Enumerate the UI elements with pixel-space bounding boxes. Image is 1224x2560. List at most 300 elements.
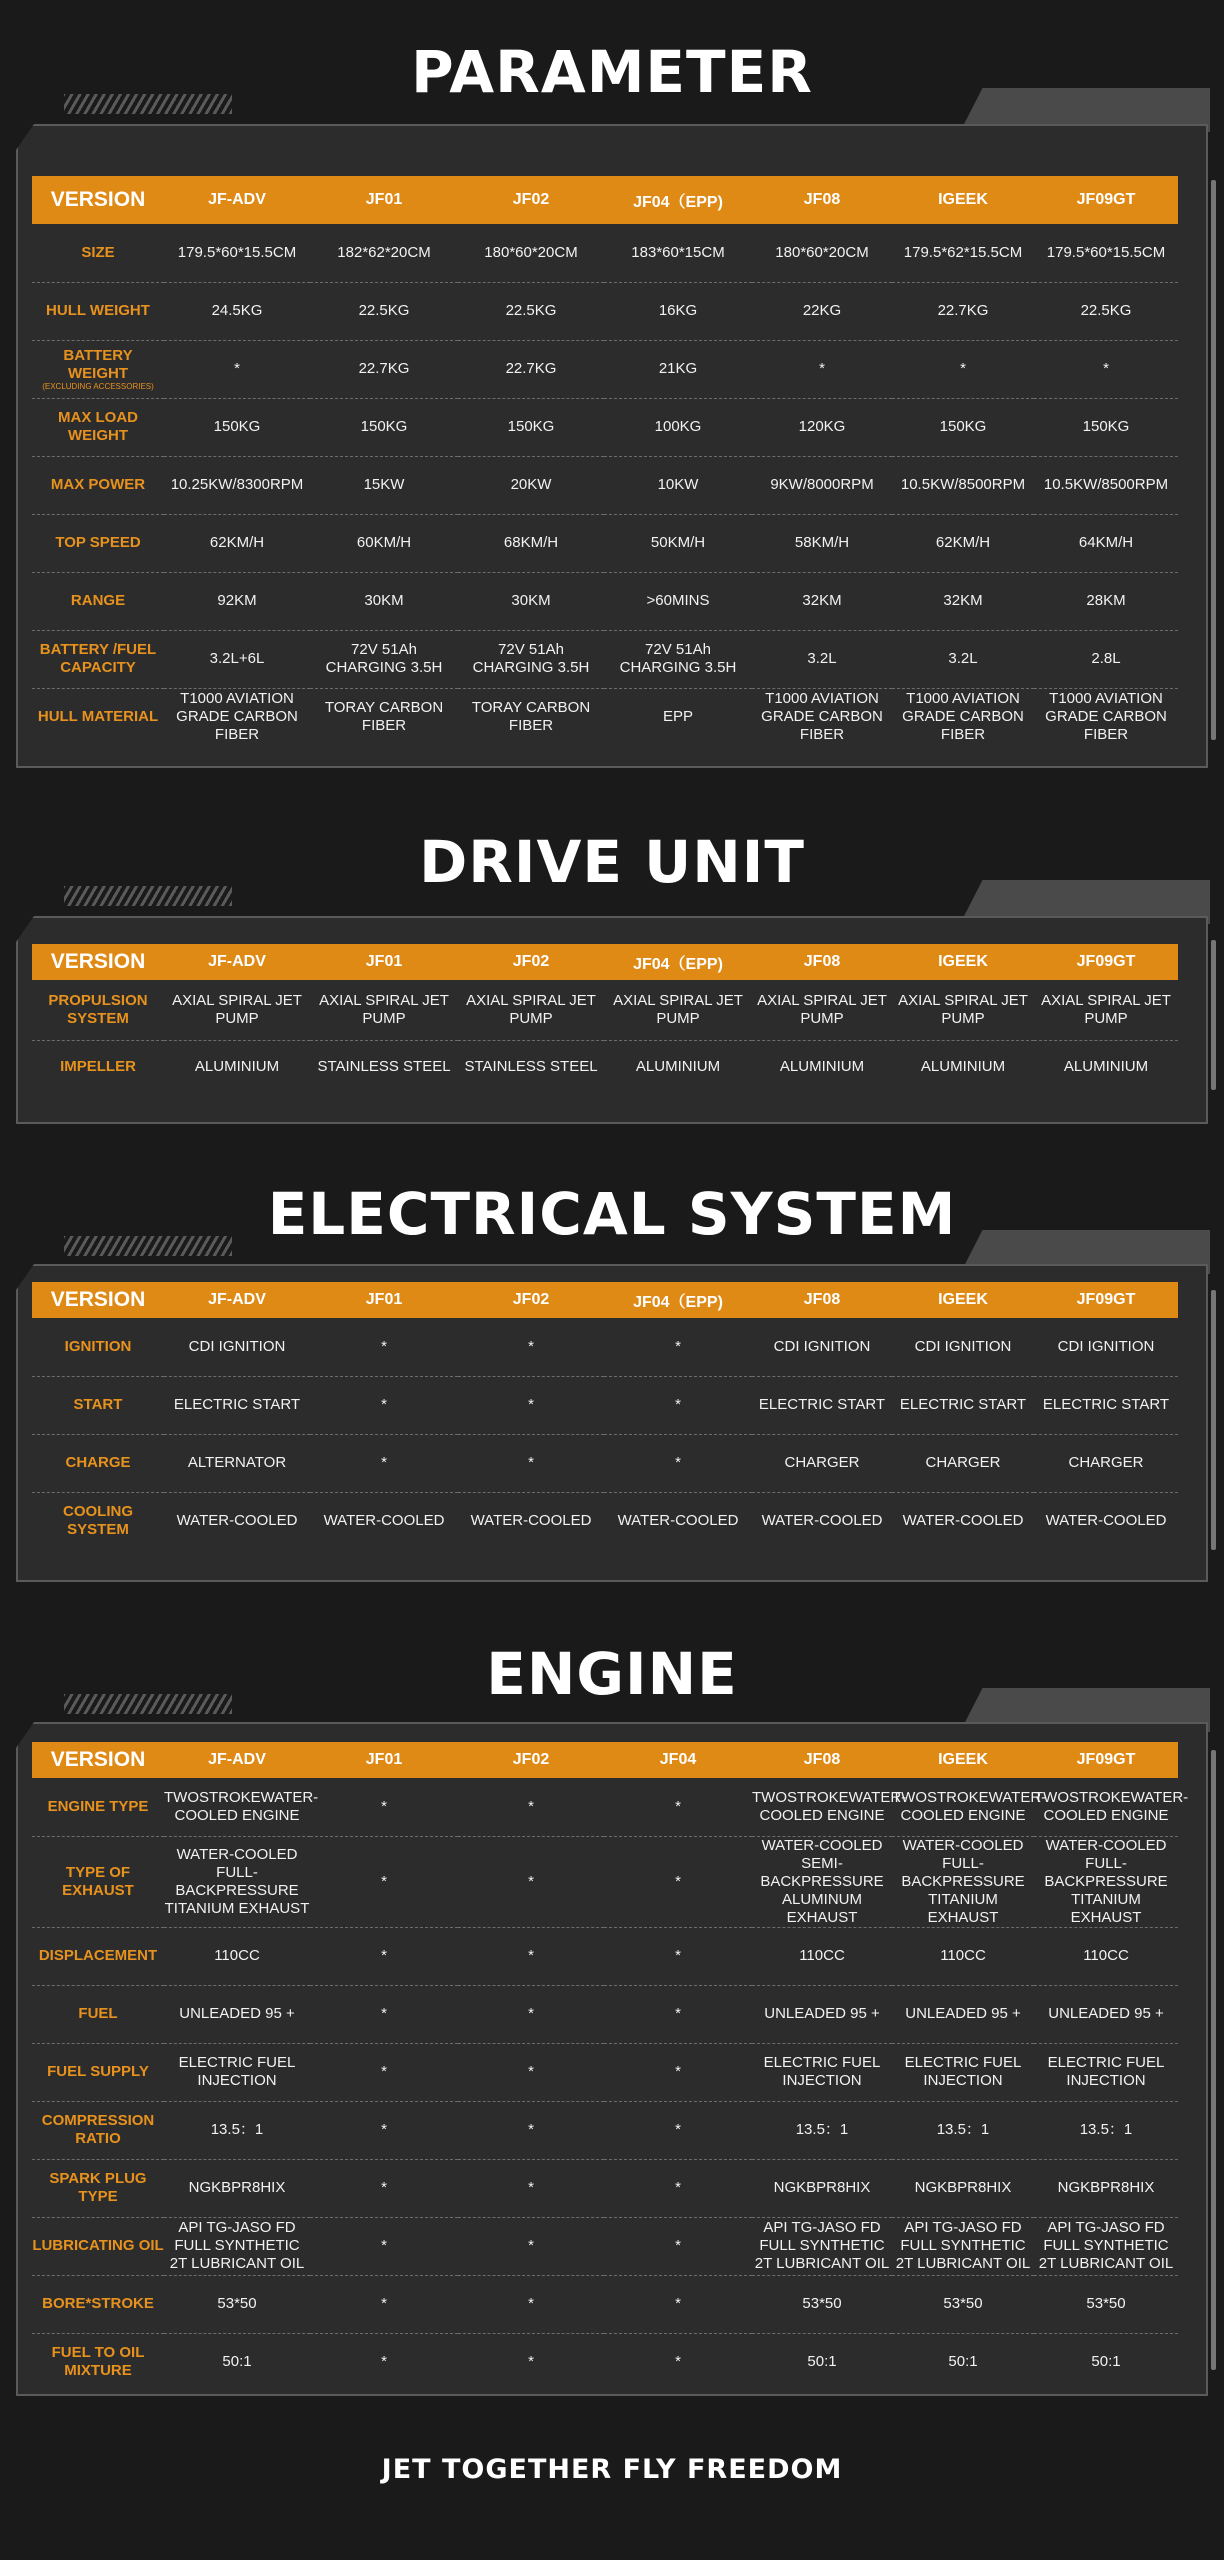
cell-value: * <box>310 1985 458 2043</box>
cell-value: AXIAL SPIRAL JET PUMP <box>458 980 604 1040</box>
scrollbar[interactable] <box>1211 1290 1216 1550</box>
row-label-text: START <box>73 1396 123 1413</box>
cell-value: CDI IGNITION <box>892 1318 1034 1376</box>
row-label-fuel-supply <box>32 2043 164 2101</box>
cell-value: * <box>310 1778 458 1836</box>
cell-value: 92KM <box>164 572 310 630</box>
parameter-table <box>32 176 1178 746</box>
row-label-text: DISPLACEMENT <box>38 1947 158 1964</box>
table-row <box>32 282 1178 340</box>
cell-value: 22.5KG <box>1034 282 1178 340</box>
row-label-max-load-weight <box>32 398 164 456</box>
row-label-text: LUBRICATING OIL <box>32 2237 164 2254</box>
table-row <box>32 1927 1178 1985</box>
table-row <box>32 1836 1178 1927</box>
cell-value: 50:1 <box>1091 2353 1121 2371</box>
drive-unit-table <box>32 944 1178 1094</box>
model-header-jf02: JF02 <box>458 944 604 980</box>
cell-value: T1000 AVIATION GRADE CARBON FIBER <box>1045 690 1167 744</box>
cell-value: UNLEADED 95 + <box>752 1985 892 2043</box>
model-header-jf02: JF02 <box>458 176 604 224</box>
cell-value: WATER-COOLED FULL-BACKPRESSURE TITANIUM EXHAUST <box>164 1836 310 1927</box>
cell-value: NGKBPR8HIX <box>1034 2159 1178 2217</box>
cell-value: AXIAL SPIRAL JET PUMP <box>164 980 310 1040</box>
table-row <box>32 2159 1178 2217</box>
cell-value: * <box>604 2043 752 2101</box>
row-label-battery-fuel-capacity <box>32 630 164 688</box>
table-row <box>32 1376 1178 1434</box>
row-label-text: ENGINE TYPE <box>47 1797 149 1815</box>
cell-value: 53*50 <box>752 2275 892 2333</box>
table-header-row <box>32 1742 1178 1778</box>
cell-value: * <box>310 2217 458 2275</box>
model-header-jf04: JF04 <box>604 1742 752 1778</box>
cell-value: 120KG <box>752 398 892 456</box>
cell-value: API TG-JASO FD FULL SYNTHETIC 2T LUBRICANT OIL <box>1034 2217 1178 2275</box>
model-header-jf-adv: JF-ADV <box>164 176 310 224</box>
table-row <box>32 2043 1178 2101</box>
row-label-text: BATTERY /FUEL CAPACITY <box>39 641 157 676</box>
cell-value: TWOSTROKEWATER-COOLED ENGINE <box>1034 1778 1178 1836</box>
table-row <box>32 2275 1178 2333</box>
cell-value: 9KW/8000RPM <box>752 456 892 514</box>
row-label-text: HULL MATERIAL <box>37 708 159 726</box>
cell-value: ALUMINIUM <box>194 1058 280 1076</box>
model-header-jf04-epp: JF04（EPP) <box>604 1282 752 1318</box>
cell-value: WATER-COOLED <box>176 1512 298 1530</box>
cell-value: 50:1 <box>222 2353 252 2371</box>
cell-value: * <box>458 2217 604 2275</box>
parameter-title: PARAMETER <box>411 38 813 106</box>
cell-value: * <box>458 1927 604 1985</box>
cell-value: * <box>381 2353 387 2371</box>
row-label-cooling-system <box>32 1492 164 1550</box>
cell-value: 53*50 <box>164 2275 310 2333</box>
cell-value: 10.5KW/8500RPM <box>1034 456 1178 514</box>
model-header-jf02: JF02 <box>458 1282 604 1318</box>
row-label-type-of-exhaust <box>32 1836 164 1927</box>
row-label-displacement <box>32 1927 164 1985</box>
cell-value: 16KG <box>604 282 752 340</box>
row-label-text: IGNITION <box>64 1337 132 1355</box>
cell-value: 150KG <box>1034 398 1178 456</box>
cell-value: 150KG <box>310 398 458 456</box>
cell-value: AXIAL SPIRAL JET PUMP <box>752 980 892 1040</box>
table-row <box>32 1318 1178 1376</box>
cell-value: WATER-COOLED FULL-BACKPRESSURE TITANIUM EXHAUST <box>1034 1836 1178 1927</box>
scrollbar[interactable] <box>1211 1750 1216 2370</box>
cell-value: 22.5KG <box>458 282 604 340</box>
cell-value: TWOSTROKEWATER-COOLED ENGINE <box>752 1778 892 1836</box>
engine-title: ENGINE <box>486 1640 738 1708</box>
row-label-text: RANGE <box>70 592 126 609</box>
row-label-battery-weight <box>32 340 164 398</box>
cell-value: NGKBPR8HIX <box>164 2159 310 2217</box>
cell-value: ELECTRIC FUEL INJECTION <box>1034 2043 1178 2101</box>
cell-value: * <box>604 1376 752 1434</box>
cell-value: * <box>458 2101 604 2159</box>
model-header-igeek: IGEEK <box>892 176 1034 224</box>
cell-value: * <box>604 2159 752 2217</box>
cell-value: API TG-JASO FD FULL SYNTHETIC 2T LUBRICANT OIL <box>892 2217 1034 2275</box>
cell-value: 30KM <box>310 572 458 630</box>
cell-value: ELECTRIC FUEL INJECTION <box>892 2043 1034 2101</box>
row-label-hull-weight <box>32 282 164 340</box>
cell-value: 180*60*20CM <box>752 224 892 282</box>
cell-value: WATER-COOLED <box>470 1512 592 1530</box>
cell-value: T1000 AVIATION GRADE CARBON FIBER <box>761 690 883 744</box>
cell-value: TWOSTROKEWATER-COOLED ENGINE <box>164 1778 310 1836</box>
cell-value: ELECTRIC FUEL INJECTION <box>752 2043 892 2101</box>
cell-value: 13.5：1 <box>752 2101 892 2159</box>
cell-value: 22KG <box>752 282 892 340</box>
table-row <box>32 340 1178 398</box>
cell-value: 15KW <box>310 456 458 514</box>
model-header-jf09gt: JF09GT <box>1034 1282 1178 1318</box>
model-header-jf01: JF01 <box>310 176 458 224</box>
cell-value: * <box>458 1836 604 1927</box>
table-header-row <box>32 1282 1178 1318</box>
cell-value: * <box>310 2043 458 2101</box>
model-header-jf01: JF01 <box>310 944 458 980</box>
version-header: VERSION <box>32 176 164 224</box>
cell-value: 10.25KW/8300RPM <box>164 456 310 514</box>
cell-value: ELECTRIC FUEL INJECTION <box>164 2043 310 2101</box>
cell-value: * <box>604 2275 752 2333</box>
cell-value: 179.5*62*15.5CM <box>892 224 1034 282</box>
row-label-text: MAX POWER <box>50 476 146 493</box>
table-row <box>32 980 1178 1040</box>
row-label-propulsion-system <box>32 980 164 1040</box>
electrical-table <box>32 1282 1178 1550</box>
cell-value: 28KM <box>1034 572 1178 630</box>
row-sublabel: (EXCLUDING ACCESSORIES) <box>42 382 154 391</box>
cell-value: WATER-COOLED <box>617 1512 739 1530</box>
version-header: VERSION <box>32 944 164 980</box>
cell-value: * <box>604 2217 752 2275</box>
cell-value: * <box>528 2353 534 2371</box>
cell-value: 53*50 <box>892 2275 1034 2333</box>
model-header-jf-adv: JF-ADV <box>164 944 310 980</box>
model-header-jf-adv: JF-ADV <box>164 1282 310 1318</box>
row-label-text: FUEL TO OIL MIXTURE <box>51 2344 145 2380</box>
cell-value: 24.5KG <box>164 282 310 340</box>
table-row <box>32 514 1178 572</box>
cell-value: NGKBPR8HIX <box>892 2159 1034 2217</box>
cell-value: * <box>604 1778 752 1836</box>
model-header-jf04-epp: JF04（EPP) <box>604 176 752 224</box>
cell-value: 100KG <box>604 398 752 456</box>
cell-value: TORAY CARBON FIBER <box>471 699 591 735</box>
cell-value: STAINLESS STEEL <box>464 1058 598 1076</box>
cell-value: * <box>604 1985 752 2043</box>
cell-value: CDI IGNITION <box>752 1318 892 1376</box>
row-label-text: CHARGE <box>65 1454 131 1471</box>
cell-value: 13.5：1 <box>892 2101 1034 2159</box>
row-label-text: TOP SPEED <box>55 534 141 551</box>
row-label-text: IMPELLER <box>60 1058 136 1076</box>
cell-value: API TG-JASO FD FULL SYNTHETIC 2T LUBRICANT OIL <box>752 2217 892 2275</box>
cell-value: * <box>458 2275 604 2333</box>
cell-value: NGKBPR8HIX <box>752 2159 892 2217</box>
row-label-bore-stroke <box>32 2275 164 2333</box>
cell-value: * <box>1034 340 1178 398</box>
cell-value: * <box>675 2353 681 2371</box>
table-row <box>32 1434 1178 1492</box>
cell-value: 72V 51Ah CHARGING 3.5H <box>310 630 458 688</box>
model-header-jf01: JF01 <box>310 1742 458 1778</box>
cell-value: 10.5KW/8500RPM <box>892 456 1034 514</box>
model-header-jf08: JF08 <box>752 944 892 980</box>
cell-value: 150KG <box>164 398 310 456</box>
cell-value: 30KM <box>458 572 604 630</box>
cell-value: ELECTRIC START <box>752 1376 892 1434</box>
row-label-range <box>32 572 164 630</box>
model-header-jf08: JF08 <box>752 176 892 224</box>
model-header-jf-adv: JF-ADV <box>164 1742 310 1778</box>
cell-value: UNLEADED 95 + <box>892 1985 1034 2043</box>
cell-value: 13.5：1 <box>1034 2101 1178 2159</box>
cell-value: 32KM <box>892 572 1034 630</box>
table-row <box>32 224 1178 282</box>
cell-value: * <box>310 2101 458 2159</box>
table-row <box>32 2333 1178 2391</box>
cell-value: * <box>458 1318 604 1376</box>
cell-value: ALUMINIUM <box>779 1058 865 1076</box>
table-row <box>32 1985 1178 2043</box>
cell-value: UNLEADED 95 + <box>164 1985 310 2043</box>
cell-value: AXIAL SPIRAL JET PUMP <box>604 980 752 1040</box>
cell-value: * <box>164 340 310 398</box>
cell-value: 180*60*20CM <box>458 224 604 282</box>
cell-value: 50KM/H <box>604 514 752 572</box>
cell-value: * <box>604 1836 752 1927</box>
cell-value: 62KM/H <box>892 514 1034 572</box>
cell-value: * <box>458 2043 604 2101</box>
row-label-hull-material <box>32 688 164 746</box>
table-row <box>32 1492 1178 1550</box>
cell-value: * <box>604 2101 752 2159</box>
row-label-ignition <box>32 1318 164 1376</box>
cell-value: WATER-COOLED SEMI-BACKPRESSURE ALUMINUM EXHAUST <box>752 1836 892 1927</box>
cell-value: 20KW <box>458 456 604 514</box>
cell-value: * <box>310 1318 458 1376</box>
cell-value: API TG-JASO FD FULL SYNTHETIC 2T LUBRICANT OIL <box>164 2217 310 2275</box>
cell-value: >60MINS <box>604 572 752 630</box>
cell-value: 22.7KG <box>310 340 458 398</box>
cell-value: 183*60*15CM <box>604 224 752 282</box>
model-header-jf02: JF02 <box>458 1742 604 1778</box>
row-label-impeller <box>32 1040 164 1094</box>
cell-value: AXIAL SPIRAL JET PUMP <box>892 980 1034 1040</box>
cell-value: UNLEADED 95 + <box>1034 1985 1178 2043</box>
cell-value: 64KM/H <box>1034 514 1178 572</box>
cell-value: AXIAL SPIRAL JET PUMP <box>310 980 458 1040</box>
cell-value: ALUMINIUM <box>920 1058 1006 1076</box>
engine-table <box>32 1742 1189 2391</box>
row-label-top-speed <box>32 514 164 572</box>
cell-value: CDI IGNITION <box>1034 1318 1178 1376</box>
row-label-engine-type <box>32 1778 164 1836</box>
scrollbar[interactable] <box>1211 940 1216 1090</box>
cell-value: WATER-COOLED <box>902 1512 1024 1530</box>
model-header-jf08: JF08 <box>752 1742 892 1778</box>
cell-value: ELECTRIC START <box>1034 1376 1178 1434</box>
cell-value: T1000 AVIATION GRADE CARBON FIBER <box>176 690 298 744</box>
model-header-jf09gt: JF09GT <box>1034 176 1178 224</box>
cell-value: * <box>310 2275 458 2333</box>
cell-value: 32KM <box>752 572 892 630</box>
table-header-row <box>32 176 1178 224</box>
cell-value: * <box>892 340 1034 398</box>
electrical-title: ELECTRICAL SYSTEM <box>267 1180 957 1248</box>
cell-value: WATER-COOLED <box>1045 1512 1167 1530</box>
row-label-size <box>32 224 164 282</box>
drive-unit-title: DRIVE UNIT <box>419 828 805 896</box>
row-label-charge <box>32 1434 164 1492</box>
cell-value: CHARGER <box>892 1434 1034 1492</box>
row-label-text: HULL WEIGHT <box>46 302 150 319</box>
cell-value: TORAY CARBON FIBER <box>324 699 444 735</box>
row-label-lubricating-oil <box>32 2217 164 2275</box>
row-label-text: TYPE OF EXHAUST <box>62 1863 134 1899</box>
cell-value: 50:1 <box>948 2353 978 2371</box>
cell-value: 110CC <box>752 1927 892 1985</box>
table-row <box>32 456 1178 514</box>
cell-value: 21KG <box>604 340 752 398</box>
footer-slogan: JET TOGETHER FLY FREEDOM <box>381 2454 843 2485</box>
cell-value: 150KG <box>458 398 604 456</box>
cell-value: 2.8L <box>1034 630 1178 688</box>
cell-value: 3.2L <box>892 630 1034 688</box>
cell-value: * <box>458 2159 604 2217</box>
cell-value: 22.7KG <box>892 282 1034 340</box>
row-label-text: BORE*STROKE <box>42 2295 154 2312</box>
model-header-igeek: IGEEK <box>892 1282 1034 1318</box>
row-label-max-power <box>32 456 164 514</box>
decor-stripes <box>64 1694 232 1714</box>
cell-value: 110CC <box>164 1927 310 1985</box>
cell-value: * <box>310 1434 458 1492</box>
row-label-text: FUEL SUPPLY <box>47 2063 149 2080</box>
version-header: VERSION <box>32 1742 164 1778</box>
cell-value: 60KM/H <box>310 514 458 572</box>
cell-value: 3.2L <box>752 630 892 688</box>
cell-value: ALUMINIUM <box>1063 1058 1149 1076</box>
row-label-compression-ratio <box>32 2101 164 2159</box>
row-label-text: COMPRESSION RATIO <box>41 2112 155 2147</box>
cell-value: 50:1 <box>807 2353 837 2371</box>
cell-value: * <box>458 1376 604 1434</box>
table-row <box>32 2101 1178 2159</box>
row-label-spark-plug-type <box>32 2159 164 2217</box>
model-header-jf08: JF08 <box>752 1282 892 1318</box>
cell-value: 179.5*60*15.5CM <box>164 224 310 282</box>
row-label-text: FUEL <box>78 2005 118 2022</box>
row-label-text: PROPULSION SYSTEM <box>48 991 148 1027</box>
cell-value: 179.5*60*15.5CM <box>1034 224 1178 282</box>
decor-stripes <box>64 94 232 114</box>
cell-value: * <box>458 1778 604 1836</box>
cell-value: 72V 51Ah CHARGING 3.5H <box>458 630 604 688</box>
row-label-text: COOLING SYSTEM <box>63 1503 133 1539</box>
row-label-text: SIZE <box>81 243 115 261</box>
cell-value: ALUMINIUM <box>635 1058 721 1076</box>
cell-value: 62KM/H <box>164 514 310 572</box>
cell-value: 72V 51Ah CHARGING 3.5H <box>604 630 752 688</box>
cell-value: CHARGER <box>752 1434 892 1492</box>
cell-value: * <box>310 1927 458 1985</box>
row-label-text: BATTERY WEIGHT <box>63 347 133 382</box>
cell-value: * <box>310 2159 458 2217</box>
cell-value: 22.7KG <box>458 340 604 398</box>
cell-value: 68KM/H <box>458 514 604 572</box>
row-label-start <box>32 1376 164 1434</box>
cell-value: * <box>604 1927 752 1985</box>
table-row <box>32 1778 1178 1836</box>
scrollbar[interactable] <box>1211 180 1216 740</box>
cell-value: CHARGER <box>1034 1434 1178 1492</box>
row-label-text: MAX LOAD WEIGHT <box>58 409 138 444</box>
model-header-jf04-epp: JF04（EPP) <box>604 944 752 980</box>
model-header-jf09gt: JF09GT <box>1034 1742 1178 1778</box>
table-row <box>32 688 1178 746</box>
cell-value: ELECTRIC START <box>892 1376 1034 1434</box>
cell-value: 110CC <box>892 1927 1034 1985</box>
cell-value: * <box>604 1434 752 1492</box>
cell-value: ELECTRIC START <box>164 1376 310 1434</box>
table-row <box>32 572 1178 630</box>
model-header-igeek: IGEEK <box>892 1742 1034 1778</box>
cell-value: * <box>458 1985 604 2043</box>
cell-value: ALTERNATOR <box>164 1434 310 1492</box>
cell-value: STAINLESS STEEL <box>317 1058 451 1076</box>
cell-value: 22.5KG <box>310 282 458 340</box>
cell-value: 10KW <box>604 456 752 514</box>
cell-value: WATER-COOLED <box>761 1512 883 1530</box>
cell-value: WATER-COOLED FULL-BACKPRESSURE TITANIUM EXHAUST <box>892 1836 1034 1927</box>
model-header-jf09gt: JF09GT <box>1034 944 1178 980</box>
decor-stripes <box>64 1236 232 1256</box>
cell-value: 13.5：1 <box>164 2101 310 2159</box>
cell-value: 182*62*20CM <box>310 224 458 282</box>
cell-value: * <box>604 1318 752 1376</box>
cell-value: 150KG <box>892 398 1034 456</box>
cell-value: * <box>310 1836 458 1927</box>
table-header-row <box>32 944 1178 980</box>
decor-stripes <box>64 886 232 906</box>
table-row <box>32 1040 1178 1094</box>
cell-value: TWOSTROKEWATER-COOLED ENGINE <box>892 1778 1034 1836</box>
row-label-fuel <box>32 1985 164 2043</box>
cell-value: * <box>310 1376 458 1434</box>
cell-value: CDI IGNITION <box>164 1318 310 1376</box>
cell-value: * <box>458 1434 604 1492</box>
cell-value: 110CC <box>1034 1927 1178 1985</box>
cell-value: WATER-COOLED <box>323 1512 445 1530</box>
model-header-jf01: JF01 <box>310 1282 458 1318</box>
cell-value: 53*50 <box>1034 2275 1178 2333</box>
row-label-text: SPARK PLUG TYPE <box>49 2170 147 2205</box>
version-header: VERSION <box>32 1282 164 1318</box>
row-label-fuel-to-oil-mixture <box>32 2333 164 2391</box>
model-header-igeek: IGEEK <box>892 944 1034 980</box>
table-row <box>32 630 1178 688</box>
cell-value: 3.2L+6L <box>164 630 310 688</box>
table-row <box>32 398 1178 456</box>
cell-value: EPP <box>662 708 693 726</box>
cell-value: * <box>752 340 892 398</box>
